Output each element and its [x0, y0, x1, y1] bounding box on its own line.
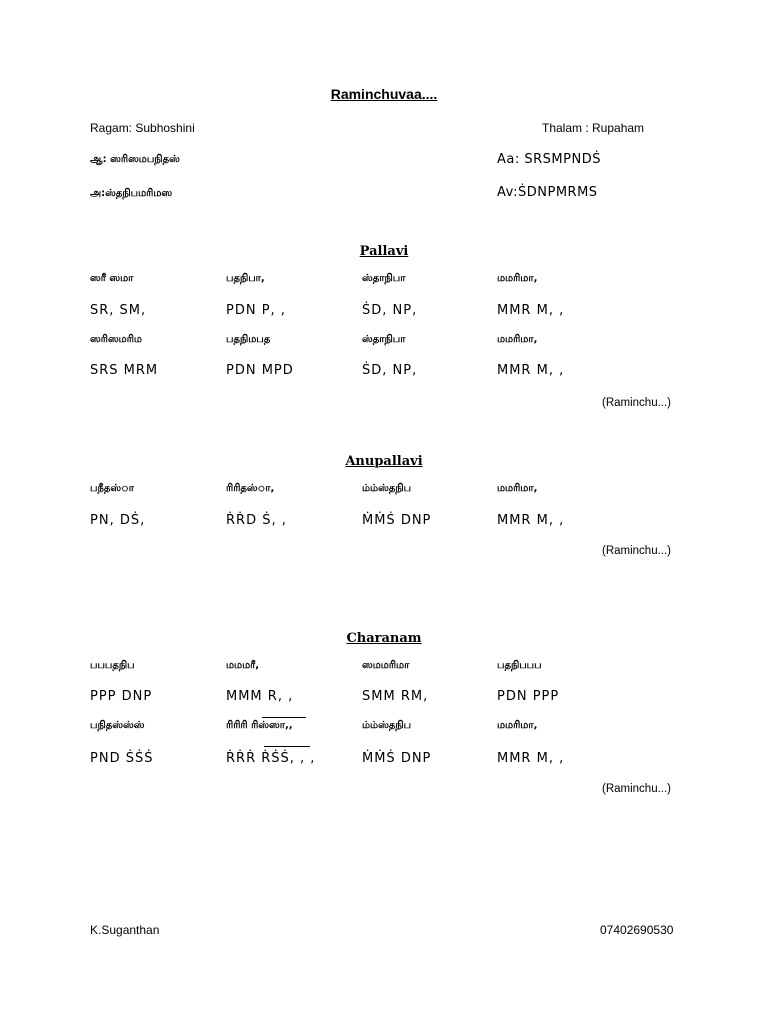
charanam-row1-swara-1: PPP DNP [90, 689, 153, 704]
author-name: K.Suganthan [90, 923, 160, 937]
charanam-row2-tamil-3: ம்ம்ஸ்தநிப [362, 720, 412, 731]
pallavi-row1-tamil-1: ஸரீ ஸமா [90, 273, 134, 284]
pallavi-row2-tamil-4: மமரிமா, [497, 334, 538, 345]
charanam-heading: Charanam [346, 631, 422, 646]
anupallavi-row1-tamil-3: ம்ம்ஸ்தநிப [362, 483, 412, 494]
charanam-row1-tamil-1: பபபதநிப [90, 660, 135, 671]
anupallavi-row1-swara-3: ṀṀṠ DNP [362, 513, 432, 528]
pallavi-row1-tamil-2: பதநிபா, [226, 273, 265, 284]
pallavi-row2-swara-2: PDN MPD [226, 363, 294, 378]
charanam-row1-swara-2: MMM R, , [226, 689, 294, 704]
overline-mark [264, 746, 310, 747]
pallavi-row1-swara-4: MMR M, , [497, 303, 565, 318]
pallavi-row1-swara-3: ṠD, NP, [362, 303, 418, 318]
anupallavi-row1-swara-1: PN, DṠ, [90, 513, 146, 528]
pallavi-row1-tamil-4: மமரிமா, [497, 273, 538, 284]
pallavi-row1-swara-1: SR, SM, [90, 303, 147, 318]
anupallavi-heading: Anupallavi [345, 454, 423, 469]
anupallavi-row1-tamil-2: ரிரிதஸ்ா, [226, 483, 275, 494]
charanam-row2-swara-3: ṀṀṠ DNP [362, 751, 432, 766]
pallavi-row1-swara-2: PDN P, , [226, 303, 286, 318]
anupallavi-row1-tamil-4: மமரிமா, [497, 483, 538, 494]
thalam-label: Thalam : Rupaham [542, 121, 645, 135]
arohanam-tamil: ஆ: ஸரிஸமபநிதஸ் [90, 154, 180, 165]
charanam-row1-tamil-3: ஸமமரிமா [362, 660, 410, 671]
pallavi-row2-tamil-3: ஸ்தாநிபா [362, 334, 406, 345]
anupallavi-refrain: (Raminchu...) [602, 545, 672, 557]
charanam-row2-swara-1: PND ṠṠṠ [90, 751, 154, 766]
charanam-row2-tamil-1: பநிதஸ்ஸ்ஸ் [90, 720, 145, 731]
charanam-row2-tamil-2: ரிரிரி ரிஸ்ஸா,, [226, 720, 293, 731]
pallavi-row2-swara-1: SRS MRM [90, 363, 159, 378]
anupallavi-row1-swara-4: MMR M, , [497, 513, 565, 528]
pallavi-row2-tamil-2: பதநிமபத [226, 334, 271, 345]
phone-number: 07402690530 [600, 923, 674, 937]
charanam-row2-tamil-4: மமரிமா, [497, 720, 538, 731]
charanam-row1-tamil-2: மமமரீ, [226, 660, 260, 671]
overline-mark [262, 717, 306, 718]
avarohanam-latin: Av:ṠDNPMRMS [497, 185, 598, 200]
anupallavi-row1-swara-2: ṘṘD Ṡ, , [226, 513, 287, 528]
pallavi-refrain: (Raminchu...) [602, 397, 672, 409]
page-title: Raminchuvaa.... [330, 86, 438, 102]
pallavi-row2-swara-3: ṠD, NP, [362, 363, 418, 378]
anupallavi-row1-tamil-1: பநீதஸ்ா [90, 483, 134, 494]
charanam-refrain: (Raminchu...) [602, 783, 672, 795]
charanam-row1-tamil-4: பதநிபபப [497, 660, 542, 671]
pallavi-row2-swara-4: MMR M, , [497, 363, 565, 378]
charanam-row2-swara-4: MMR M, , [497, 751, 565, 766]
pallavi-row2-tamil-1: ஸரிஸமரிம [90, 334, 142, 345]
charanam-row1-swara-4: PDN PPP [497, 689, 560, 704]
charanam-row2-swara-2: ṘṘṘ ṘṠṠ, , , [226, 751, 316, 766]
avarohanam-tamil: அ:ஸ்தநிபமரிமஸ [90, 188, 173, 199]
arohanam-latin: Aa: SRSMPNDṠ [497, 152, 601, 167]
ragam-label: Ragam: Subhoshini [90, 121, 195, 135]
pallavi-row1-tamil-3: ஸ்தாநிபா [362, 273, 406, 284]
charanam-row1-swara-3: SMM RM, [362, 689, 429, 704]
pallavi-heading: Pallavi [359, 244, 409, 259]
